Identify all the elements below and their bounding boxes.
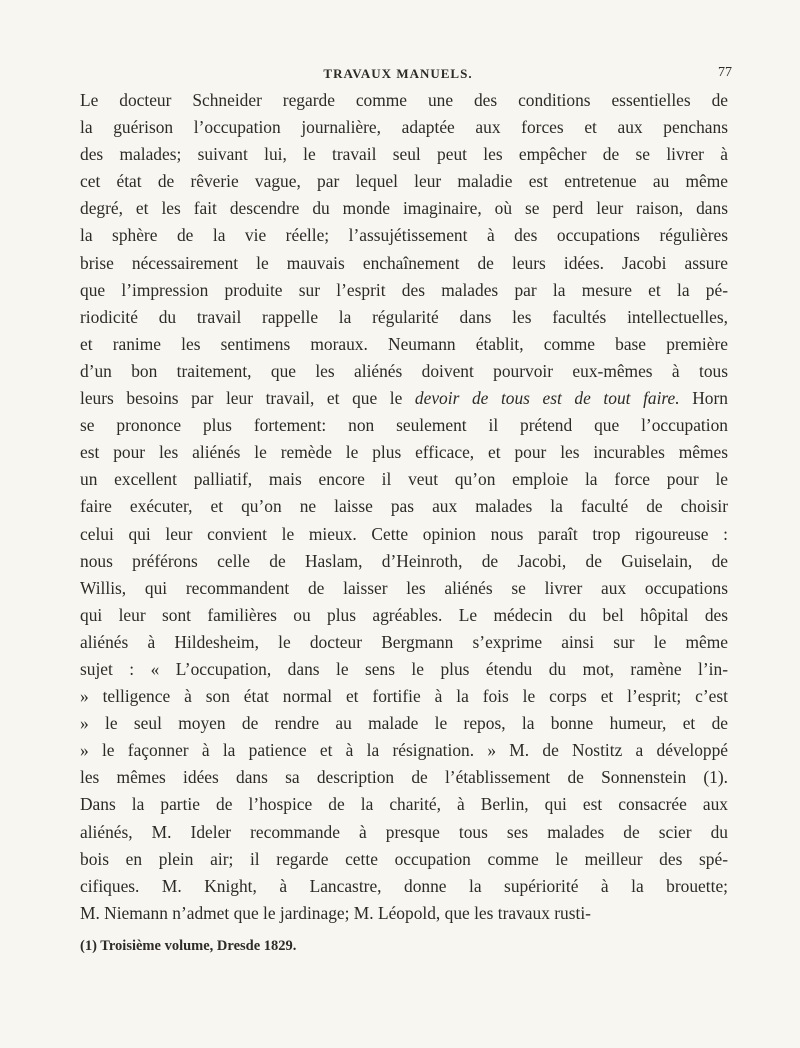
text-line: la sphère de la vie réelle; l’assujétissement à des occupations régulières [80,225,728,246]
running-head: TRAVAUX MANUELS. [323,66,473,81]
text-line: celui qui leur convient le mieux. Cette opinion nous paraît trop rigoureuse : [80,523,728,544]
text-line: les mêmes idées dans sa description de l’établissement de Sonnenstein (1). [80,767,728,788]
text-line: nous préférons celle de Haslam, d’Heinroth, de Jacobi, de Guiselain, de [80,550,728,571]
text-line: se prononce plus fortement: non seulement il prétend que l’occupation [80,415,728,436]
text-line: sujet : « L’occupation, dans le sens le plus étendu du mot, ramène l’in- [80,658,728,679]
text-line: degré, et les fait descendre du monde imaginaire, où se perd leur raison, dans [80,198,728,219]
text-segment: Horn [692,388,728,409]
text-line: faire exécuter, et qu’on ne laisse pas aux malades la faculté de choisir [80,496,728,517]
text-line: Willis, qui recommandent de laisser les aliénés se livrer aux occupations [80,577,728,598]
text-line: » telligence à son état normal et fortifie à la fois le corps et l’esprit; c’est [80,686,728,707]
text-line-with-italic [80,385,728,412]
text-line: cifiques. M. Knight, à Lancastre, donne la supériorité à la brouette; [80,875,728,896]
text-line: la guérison l’occupation journalière, adaptée aux forces et aux penchans [80,117,728,138]
text-line: un excellent palliatif, mais encore il veut qu’on emploie la force pour le [80,469,728,490]
text-line: » le façonner à la patience et à la résignation. » M. de Nostitz a développé [80,740,728,761]
text-line: riodicité du travail rappelle la régularité dans les facultés intellectuelles, [80,306,728,327]
text-line: des malades; suivant lui, le travail seul peut les empêcher de se livrer à [80,144,728,165]
text-line: brise nécessairement le mauvais enchaînement de leurs idées. Jacobi assure [80,252,728,273]
text-line: aliénés à Hildesheim, le docteur Bergmann s’exprime ainsi sur le même [80,631,728,652]
text-line: qui leur sont familières ou plus agréables. Le médecin du bel hôpital des [80,604,728,625]
body-text [80,87,728,927]
text-line: aliénés, M. Ideler recommande à presque tous ses malades de scier du [80,821,728,842]
text-line: Le docteur Schneider regarde comme une des conditions essentielles de [80,90,728,110]
page-number: 77 [718,65,732,80]
italic-phrase: devoir de tous est de tout faire. [414,388,680,409]
text-segment: leurs besoins par leur travail, et que le [80,388,403,409]
text-line: et ranime les sentimens moraux. Neumann établit, comme base première [80,333,728,354]
text-line: bois en plein air; il regarde cette occupation comme le meilleur des spé- [80,848,728,869]
footnote: (1) Troisième volume, Dresde 1829. [80,938,297,954]
text-line: d’un bon traitement, que les aliénés doivent pourvoir eux-mêmes à tous [80,360,728,381]
text-line: Dans la partie de l’hospice de la charité, à Berlin, qui est consacrée aux [80,794,728,815]
text-line: que l’impression produite sur l’esprit des malades par la mesure et la pé- [80,279,728,300]
text-line: cet état de rêverie vague, par lequel leur maladie est entretenue au même [80,171,728,192]
text-line: est pour les aliénés le remède le plus efficace, et pour les incurables mêmes [80,442,728,463]
text-line: M. Niemann n’admet que le jardinage; M. Léopold, que les travaux rusti- [80,902,591,923]
text-line: » le seul moyen de rendre au malade le repos, la bonne humeur, et de [80,713,728,734]
